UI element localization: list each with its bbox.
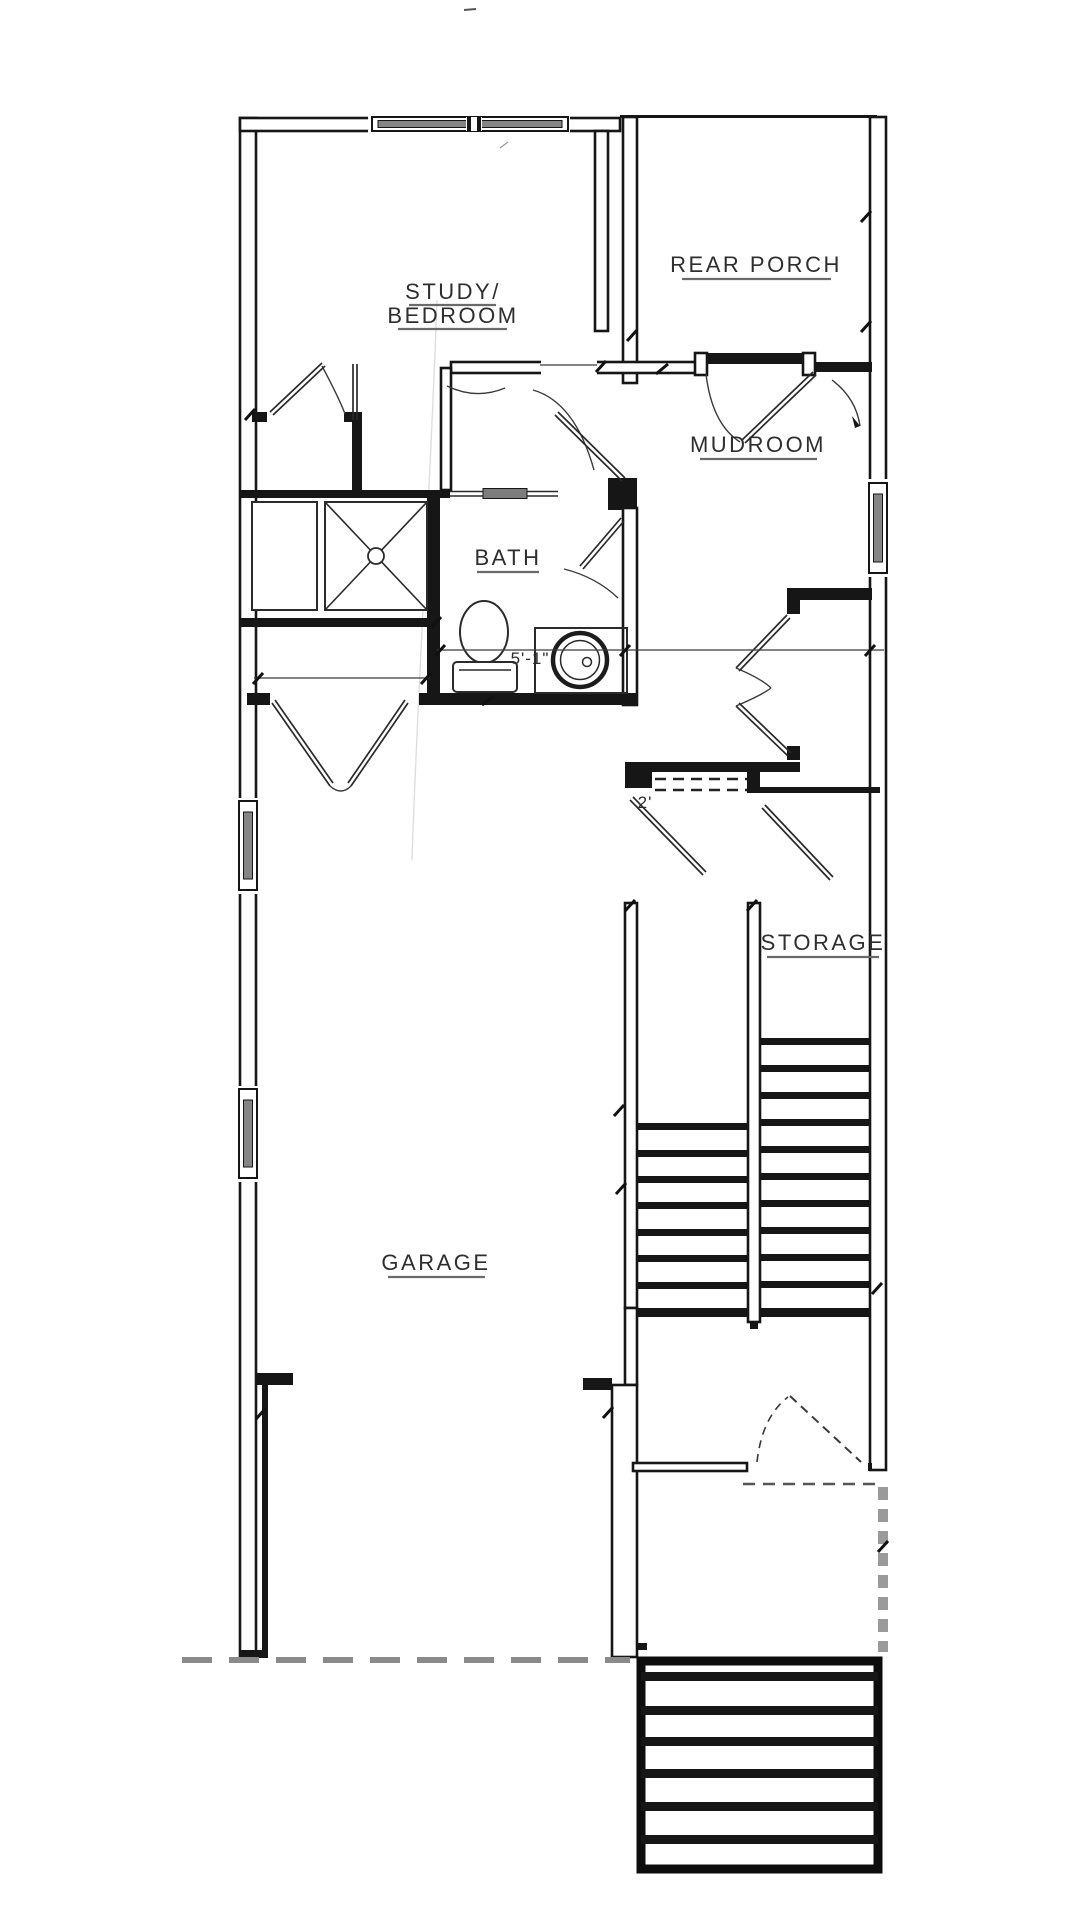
exterior-walls [240, 115, 886, 1658]
window-symbol-top [368, 114, 570, 134]
stair-treads-right [760, 1038, 872, 1288]
interior-walls [240, 117, 880, 1657]
window-symbol-left-2 [234, 1086, 260, 1182]
scan-artifacts [412, 9, 508, 860]
room-label-study-line1: STUDY/ [405, 279, 501, 304]
dimension-label-hall-opening: 2' [637, 793, 653, 812]
room-label-study-line2: BEDROOM [387, 303, 519, 328]
window-symbol-right [866, 479, 890, 577]
linen-closet [252, 502, 317, 610]
room-label-bath: BATH [474, 545, 542, 570]
room-label-storage: STORAGE [760, 930, 886, 955]
dashed-lines [182, 779, 883, 1660]
exterior-steps [641, 1661, 878, 1869]
room-label-mudroom: MUDROOM [689, 432, 827, 457]
toilet-fixture [453, 601, 517, 692]
shower [325, 502, 427, 610]
room-label-rear-porch: REAR PORCH [670, 252, 842, 277]
dimension-label-bath-width: 5'-1" [510, 649, 550, 668]
room-label-garage: GARAGE [381, 1250, 491, 1275]
window-symbol-left-1 [234, 798, 260, 894]
